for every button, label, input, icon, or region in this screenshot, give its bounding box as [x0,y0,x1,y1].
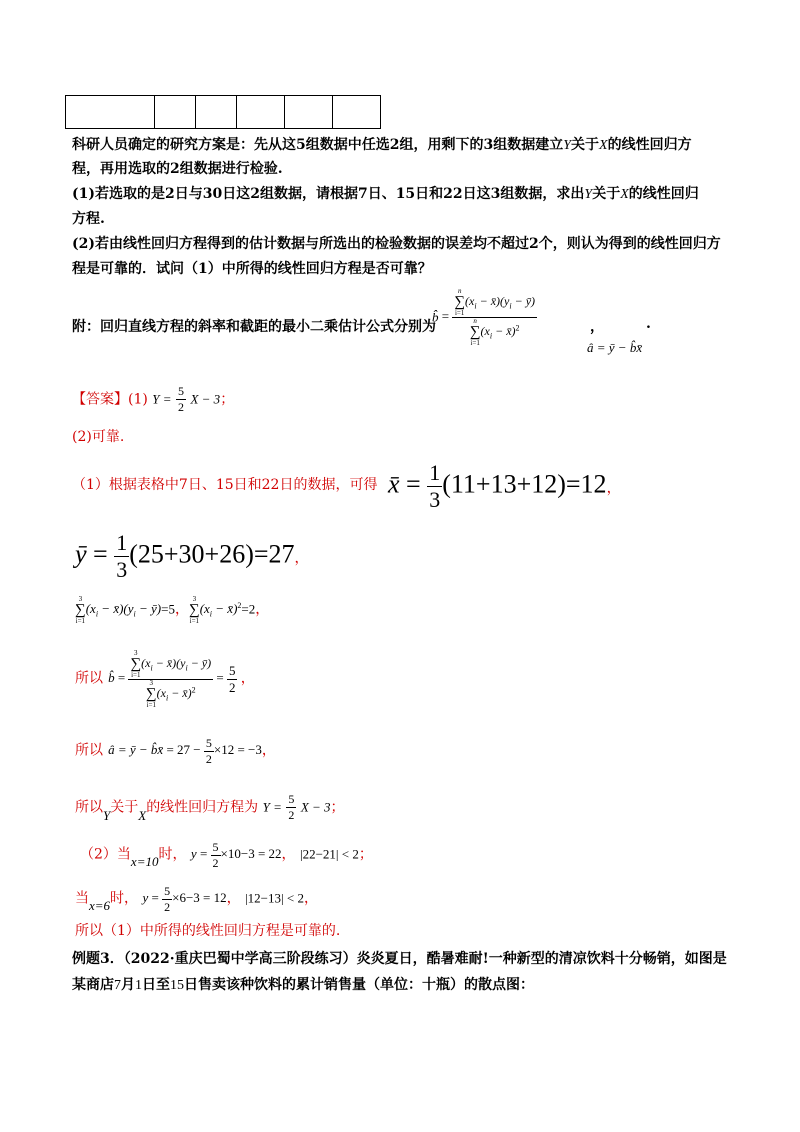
appendix-comma: ， [590,319,604,335]
table-cell [66,96,155,129]
ybar-equation: ȳ = $\frac{1}{3}$ (25+30+26)=27， [75,530,309,582]
question-1-line2: 方程. [72,211,105,227]
b-hat-computation: 所以 b̂ = 3 ∑ i=1 ($x_i$ − $x̄)(y_i$ − ȳ) 3 ∑ i=1 ($x_i$ − x̄)$^2$ = $\frac{5}{2}$ ， [75,649,255,709]
answer-tag: 【答案】 [72,391,128,408]
formula-a-hat: â = ȳ − b̂x̄ [587,340,643,355]
solution-step1-text: （1）根据表格中7日、15日和22日的数据，可得 [72,477,378,493]
formula-b-hat: b̂ = n ∑ i=1 ($x_i$ − $x̄)(y_i$ − ȳ) n ∑ i=1 ($x_i$ − x̄)$^2$ [432,287,536,347]
question-2-line2: 程是可靠的．试问（1）中所得的线性回归方程是否可靠？ [72,261,432,277]
problem-intro-line2: 程，再用选取的2组数据进行检验. [72,161,283,177]
table-cell [196,96,237,129]
table-cell [237,96,285,129]
table-cell [155,96,196,129]
check-x6: 当x=6时， y = $\frac{5}{2}$ ×6−3 = 12， |12−13| < 2， [75,884,318,914]
solution-conclusion: 所以（1）中所得的线性回归方程是可靠的. [75,923,341,939]
appendix-label: 附：回归直线方程的斜率和截距的最小二乘估计公式分别为 [72,319,436,335]
question-2-line1: (2)若由线性回归方程得到的估计数据与所选出的检验数据的误差均不超过2个，则认为得到的线性回归方 [72,236,721,252]
example-3-line1: 例题3．（2022·重庆巴蜀中学高三阶段练习）炎炎夏日，酷暑难耐!一种新型的清凉饮料十分畅销，如图是 [72,951,727,967]
xbar-equation: x̄ = $\frac{1}{3}$ (11+13+12)=12， [388,460,621,512]
problem-intro-line1: 科研人员确定的研究方案是：先从这5组数据中任选2组，用剩下的3组数据建立Y关于X的线性回归方 [72,137,692,153]
appendix-period: . [646,316,651,332]
regression-conclusion: 所以Y关于X的线性回归方程为 Y = $\frac{5}{2}$ X − 3； [75,792,345,823]
table-cell [333,96,381,129]
answer-line2: (2)可靠. [72,429,125,445]
answer-line1: 【答案】(1) Y = $\frac{5}{2}$ X − 3； [72,384,235,414]
sums-line: 3 ∑ i=1 ($x_i$ − $x̄)(y_i$ − ȳ)=5， 3 ∑ i=1 ($x_i$ − x̄)$^2$=2， [75,595,270,625]
data-table [65,95,381,129]
check-x10: （2）当x=10时， y = $\frac{5}{2}$ ×10−3 = 22， |22−21| < 2； [80,840,373,870]
a-hat-computation: 所以 â = ȳ − b̂x̄ = 27 − $\frac{5}{2}$ ×12 = −3， [75,736,276,766]
question-1-line1: (1)若选取的是2日与30日这2组数据，请根据7日、15日和22日这3组数据，求出Y关于X的线性回归 [72,186,699,202]
table-cell [285,96,333,129]
example-3-line2: 某商店7月1日至15日售卖该种饮料的累计销售量（单位：十瓶）的散点图： [72,977,534,993]
